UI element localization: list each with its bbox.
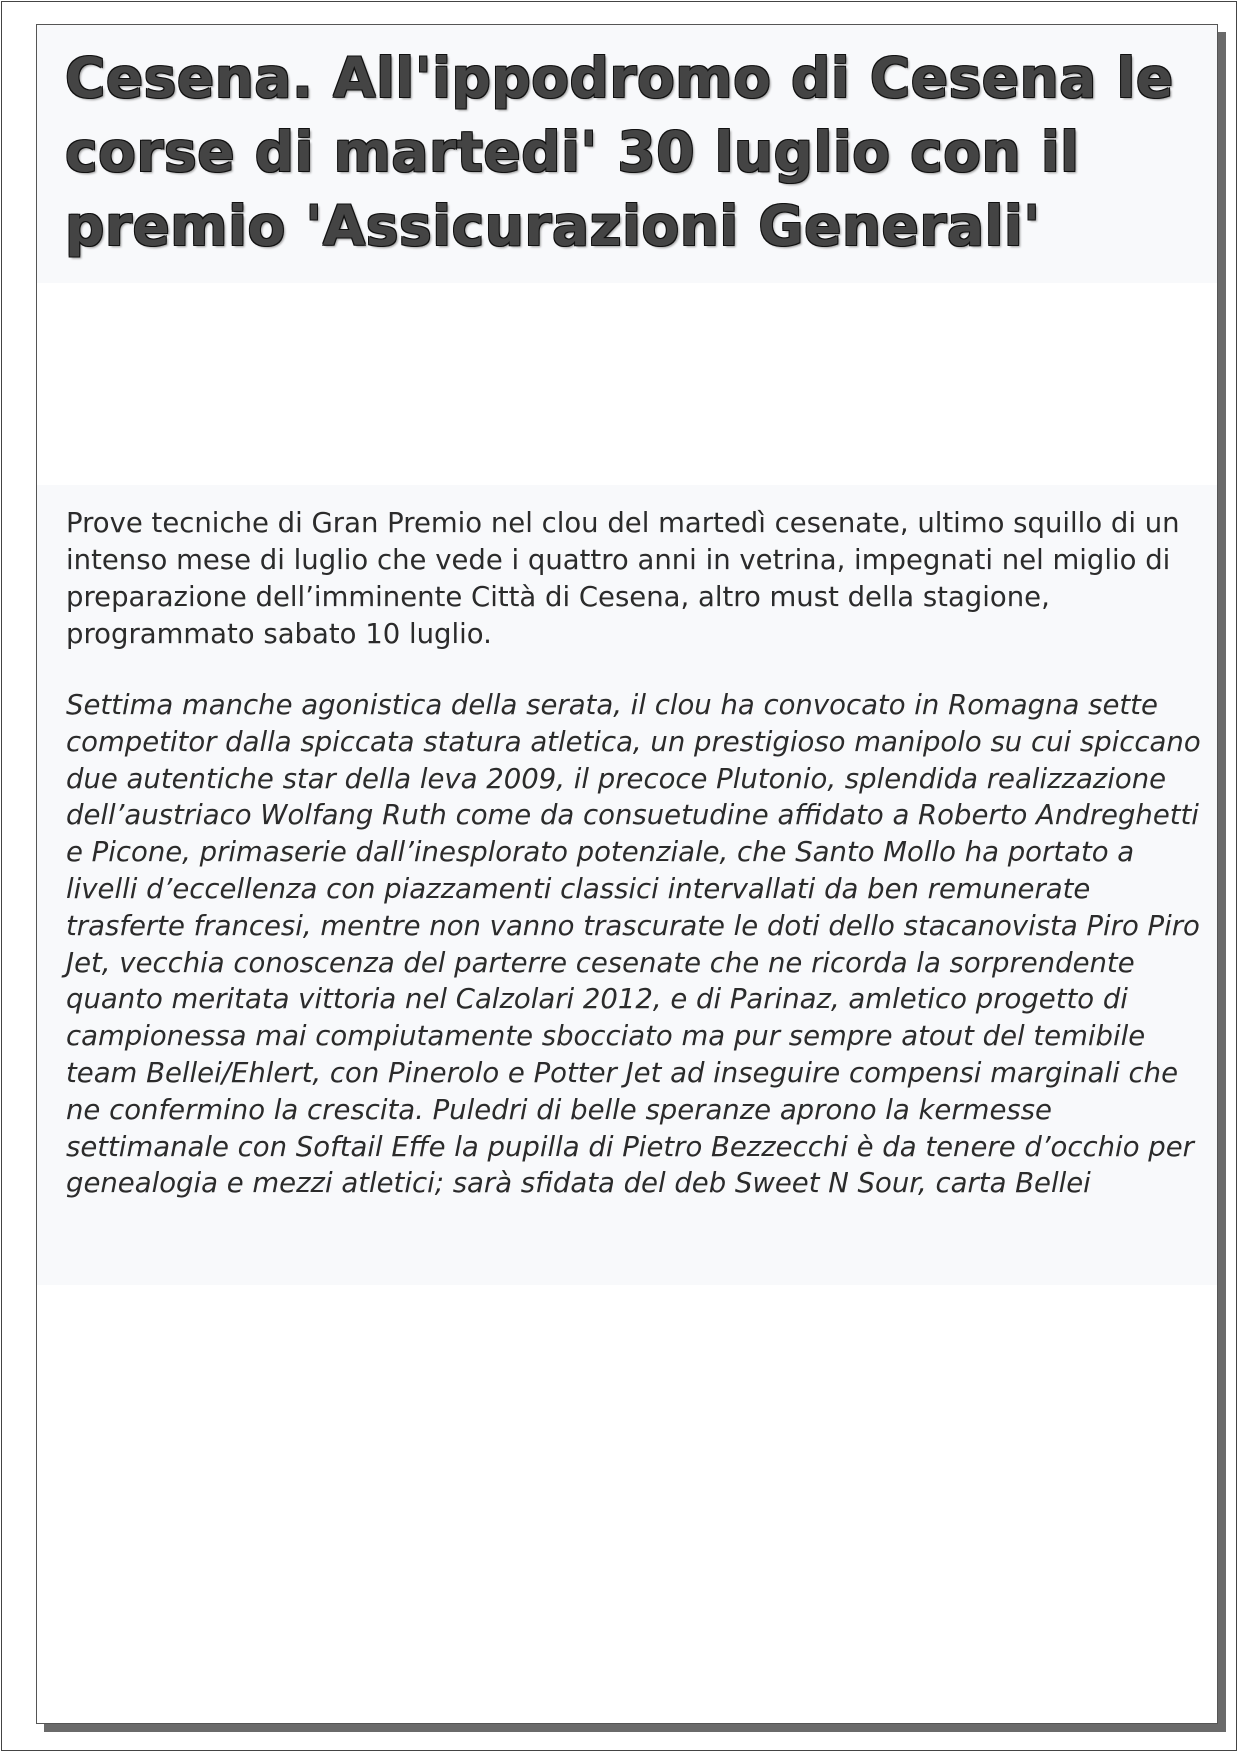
article-lead-paragraph: Prove tecniche di Gran Premio nel clou del martedì cesenate, ultimo squillo di un intenso mese di luglio che vede i quattro anni in vetrina, impegnati nel miglio di preparazione dell’imminente Città di Cesena, altro must della stagione, programmato sabato 10 luglio. [66,507,1180,650]
article-page [36,24,1218,1724]
article-body-paragraph: Settima manche agonistica della serata, il clou ha convocato in Romagna sette competitor dalla spiccata statura atletica, un prestigioso manipolo su cui spiccano due autentiche star della leva 2009, il precoce Plutonio, splendida realizzazione dell’austriaco Wolfang Ruth come da consuetudine affidato a Roberto Andreghetti e Picone, primaserie dall’inesplorato potenziale, che Santo Mollo ha portato a livelli d’eccellenza con piazzamenti classici intervallati da ben remunerate trasferte francesi, mentre non vanno trascurate le doti dello stacanovista Piro Piro Jet, vecchia conoscenza del parterre cesenate che ne ricorda la sorprendente quanto meritata vittoria nel Calzolari 2012, e di Parinaz, amletico progetto di campionessa mai compiutamente sbocciato ma pur sempre atout del temibile team Bellei/Ehlert, con Pinerolo e Potter Jet ad inseguire compensi marginali che ne confermino la crescita. Puledri di belle speranze aprono la kermesse settimanale con Softail Effe la pupilla di Pietro Bezzecchi è da tenere d’occhio per genealogia e mezzi atletici; sarà sfidata del deb Sweet N Sour, carta Bellei [66,689,1201,1200]
article-headline: Cesena. All'ippodromo di Cesena le corse di martedi' 30 luglio con il premio 'Assicurazioni Generali' [65,46,1174,258]
